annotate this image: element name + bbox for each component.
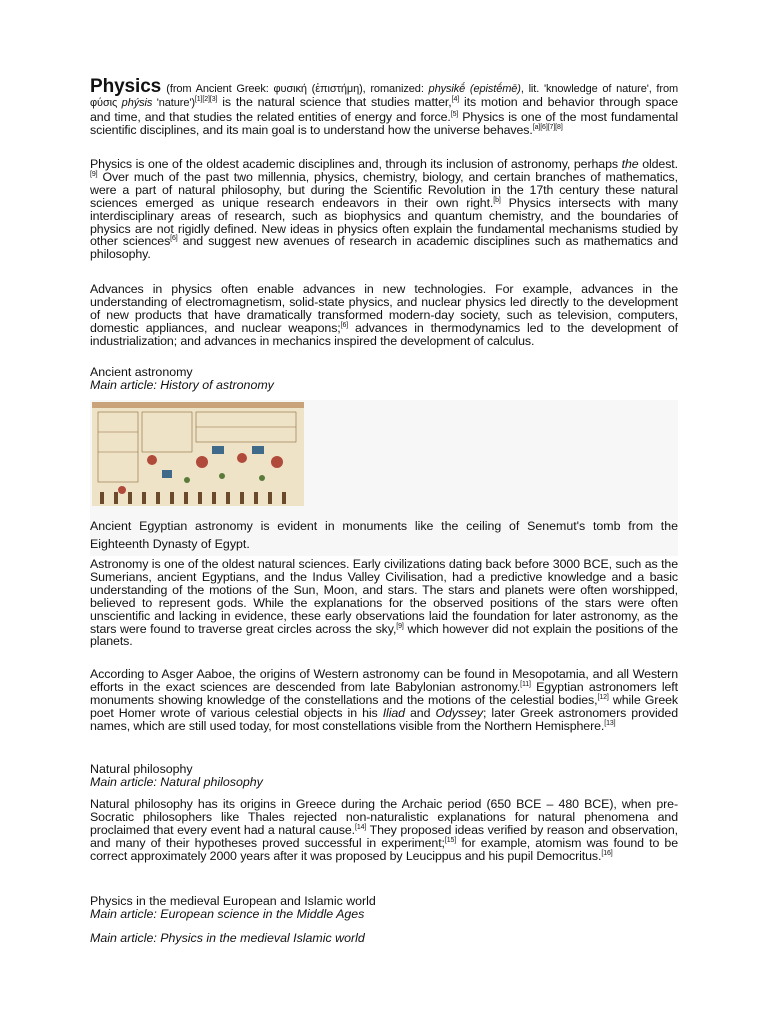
citation[interactable]: [15] bbox=[444, 836, 457, 844]
citation[interactable]: [11] bbox=[520, 680, 531, 688]
section-heading: Ancient astronomy bbox=[90, 365, 193, 379]
article-title: Physics bbox=[90, 76, 162, 97]
main-article-link[interactable]: Main article: European science in the Middle Ages bbox=[90, 907, 365, 921]
paragraph-western-astronomy: According to Asger Aaboe, the origins of Western astronomy can be found in Mesopotamia, and all Western efforts in the exact sciences are descended from late Babylonian astronomy.[11] Egyptian astronomers left monuments showing knowledge of the constellations and the motions of the celestial bodies,[12] while Greek poet Homer wrote of various celestial objects in his Iliad and Odyssey; later Greek astronomers provided names, which are still used today, for most constellations visible from the Northern Hemisphere.[13] bbox=[90, 667, 679, 733]
citation[interactable]: [13] bbox=[604, 719, 616, 727]
citation[interactable]: [6] bbox=[170, 235, 178, 243]
paragraph-technology: Advances in physics often enable advances in new technologies. For example, advances in the understanding of electromagnetism, solid-state physics, and nuclear physics led directly to the development of new products that have dramatically transformed modern-day society, such as television, computers, domestic appliances, and nuclear weapons;[6] advances in thermodynamics led to the development of industrialization; and advances in mechanics inspired the development of calculus. bbox=[90, 282, 679, 348]
section-heading: Physics in the medieval European and Islamic world bbox=[90, 894, 376, 908]
citation[interactable]: [9] bbox=[90, 170, 98, 178]
main-article-link[interactable]: Main article: Physics in the medieval Islamic world bbox=[90, 931, 365, 945]
figure-caption: Ancient Egyptian astronomy is evident in monuments like the ceiling of Senemut's tomb from the Eighteenth Dynasty of Egypt. bbox=[90, 519, 678, 551]
section-heading: Natural philosophy bbox=[90, 762, 193, 776]
citation[interactable]: [a][6][7][8] bbox=[532, 124, 563, 132]
citation[interactable]: [16] bbox=[601, 849, 613, 857]
section-natural-philosophy bbox=[90, 763, 678, 789]
section-ancient-astronomy bbox=[90, 366, 678, 392]
citation[interactable]: [6] bbox=[340, 321, 349, 329]
paragraph-natural-philosophy: Natural philosophy has its origins in Greece during the Archaic period (650 BCE – 480 BCE), when pre-Socratic philosophers like Thales rejected non-naturalistic explanations for natural phenomena and proclaimed that every event had a natural cause.[14] They proposed ideas verified by reason and observation, and many of their hypotheses proved successful in experiment;[15] for example, atomism was found to be correct approximately 2000 years after it was proposed by Leucippus and his pupil Democritus.[16] bbox=[90, 797, 679, 863]
citation[interactable]: [4] bbox=[451, 96, 460, 104]
section-medieval-physics bbox=[90, 895, 678, 945]
paragraph-astronomy: Astronomy is one of the oldest natural sciences. Early civilizations dating back before 3000 BCE, such as the Sumerians, ancient Egyptians, and the Indus Valley Civilisation, had a predictive knowledge and a basic understanding of the motions of the Sun, Moon, and stars. The stars and planets were often worshipped, believed to represent gods. While the explanations for the observed positions of the stars were often unscientific and lacking in evidence, these early observations laid the foundation for later astronomy, as the stars were found to traverse great circles across the sky,[9] which however did not explain the positions of the planets. bbox=[90, 557, 679, 649]
citation[interactable]: [12] bbox=[597, 693, 609, 701]
main-article-link[interactable]: Main article: Natural philosophy bbox=[90, 775, 263, 789]
citation[interactable]: [b] bbox=[493, 196, 501, 204]
paragraph-oldest-discipline: Physics is one of the oldest academic disciplines and, through its inclusion of astronomy, perhaps the oldest.[9] Over much of the past two millennia, physics, chemistry, biology, and certain branches of mathematics, were a part of natural philosophy, but during the Scientific Revolution in the 17th century these natural sciences emerged as unique research endeavors in their own right.[b] Physics intersects with many interdisciplinary areas of research, such as biophysics and quantum chemistry, and the boundaries of physics are not rigidly defined. New ideas in physics often explain the fundamental mechanisms studied by other sciences[6] and suggest new avenues of research in academic disciplines such as mathematics and philosophy. bbox=[90, 157, 679, 262]
citation[interactable]: [14] bbox=[354, 823, 367, 831]
main-article-link[interactable]: Main article: History of astronomy bbox=[90, 378, 274, 392]
intro-paragraph: Physics (from Ancient Greek: φυσική (ἐπιστήμη), romanized: physikḗ (epistḗmē), lit. 'knowledge of nature', from φύσις phýsis 'nature')[1][2][3] is the natural science that studies matter,[4] its motion and behavior through space and time, and that studies the related entities of energy and force.[5] Physics is one of the most fundamental scientific disciplines, and its main goal is to understand how the universe behaves.[a][6][7][8] bbox=[90, 76, 679, 138]
citation[interactable]: [9] bbox=[396, 622, 404, 630]
citation[interactable]: [5] bbox=[450, 110, 459, 118]
egyptian-ceiling-image bbox=[92, 402, 304, 506]
citation[interactable]: [1][2][3] bbox=[194, 96, 218, 104]
